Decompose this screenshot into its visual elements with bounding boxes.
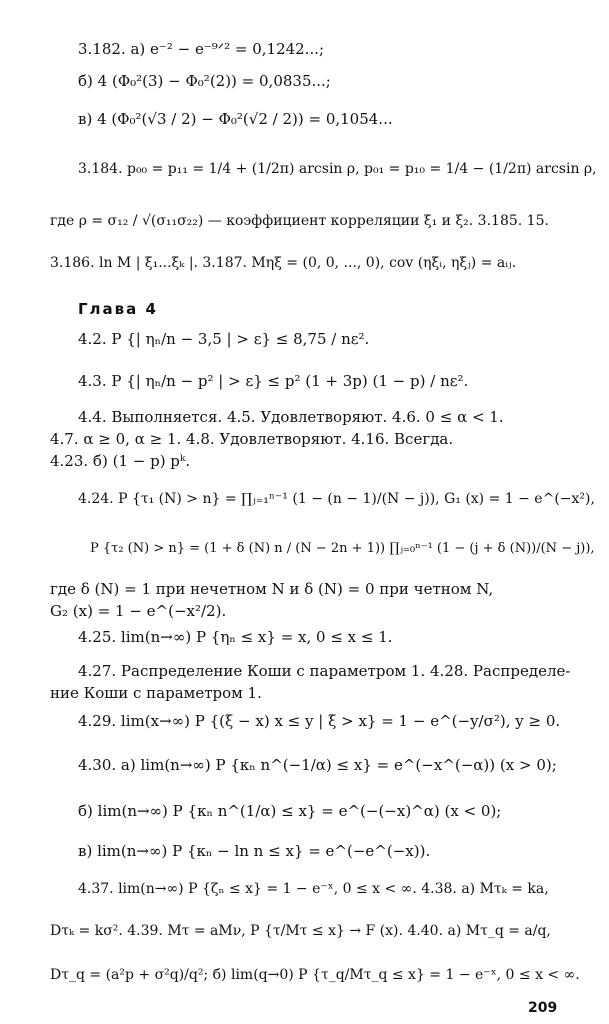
answer-4-37-4-38: 4.37. lim(n→∞) P {ζₙ ≤ x} = 1 − e⁻ˣ, 0 ≤ x < ∞. 4.38. а) Mτₖ = ka, (78, 881, 549, 897)
page-number: 209 (528, 1000, 558, 1016)
answer-4-24-g2: G₂ (x) = 1 − e^(−x²/2). (50, 602, 227, 620)
answer-3-182-b: б) 4 (Φ₀²(3) − Φ₀²(2)) = 0,0835...; (78, 72, 331, 90)
answer-4-23: 4.23. б) (1 − p) pᵏ. (50, 452, 191, 470)
answer-4-39-4-40: Dτₖ = kσ². 4.39. Mτ = aMν, P {τ/Mτ ≤ x} → F (x). 4.40. а) Mτ_q = a/q, (50, 923, 551, 939)
answer-3-186-3-187: 3.186. ln M | ξ₁...ξₖ |. 3.187. Mηξ = (0, 0, ..., 0), cov (ηξᵢ, ηξⱼ) = aᵢⱼ. (50, 255, 517, 271)
answer-4-30-a: 4.30. а) lim(n→∞) P {κₙ n^(−1/α) ≤ x} = e^(−x^(−α)) (x > 0); (78, 756, 557, 774)
answer-4-30-b: б) lim(n→∞) P {κₙ n^(1/α) ≤ x} = e^(−(−x)^α) (x < 0); (78, 802, 502, 820)
answer-3-184: 3.184. p₀₀ = p₁₁ = 1/4 + (1/2π) arcsin ρ, p₀₁ = p₁₀ = 1/4 − (1/2π) arcsin ρ, (78, 161, 597, 177)
answer-4-30-c: в) lim(n→∞) P {κₙ − ln n ≤ x} = e^(−e^(−x)). (78, 842, 431, 860)
answer-4-27-4-28: 4.27. Распределение Коши с параметром 1. 4.28. Распределе- (78, 662, 571, 680)
answer-4-3: 4.3. P {| ηₙ/n − p² | > ε} ≤ p² (1 + 3p) (1 − p) / nε². (78, 372, 469, 390)
answer-4-7-4-16: 4.7. α ≥ 0, α ≥ 1. 4.8. Удовлетворяют. 4.16. Всегда. (50, 430, 454, 448)
answer-4-4-4-6: 4.4. Выполняется. 4.5. Удовлетворяют. 4.6. 0 ≤ α < 1. (78, 408, 504, 426)
answer-4-24-delta: где δ (N) = 1 при нечетном N и δ (N) = 0 при четном N, (50, 580, 494, 598)
answer-4-29: 4.29. lim(x→∞) P {(ξ − x) x ≤ y | ξ > x} = 1 − e^(−y/σ²), y ≥ 0. (78, 712, 561, 730)
answer-4-24: 4.24. P {τ₁ (N) > n} = ∏ⱼ₌₁ⁿ⁻¹ (1 − (n − 1)/(N − j)), G₁ (x) = 1 − e^(−x²), (78, 491, 595, 507)
answer-4-28-continued: ние Коши с параметром 1. (50, 684, 262, 702)
answer-4-40-b: Dτ_q = (a²p + σ²q)/q²; б) lim(q→0) P {τ_q/Mτ_q ≤ x} = 1 − e⁻ˣ, 0 ≤ x < ∞. (50, 967, 580, 983)
answer-3-182-a: 3.182. а) e⁻² − e⁻⁹ᐟ² = 0,1242...; (78, 40, 325, 58)
answer-3-184-continued: где ρ = σ₁₂ / √(σ₁₁σ₂₂) — коэффициент корреляции ξ₁ и ξ₂. 3.185. 15. (50, 213, 549, 229)
answer-4-25: 4.25. lim(n→∞) P {ηₙ ≤ x} = x, 0 ≤ x ≤ 1. (78, 628, 393, 646)
answer-4-2: 4.2. P {| ηₙ/n − 3,5 | > ε} ≤ 8,75 / nε². (78, 330, 370, 348)
answer-3-182-c: в) 4 (Φ₀²(√3 / 2) − Φ₀²(√2 / 2)) = 0,1054... (78, 110, 393, 128)
answer-4-24-tau2: P {τ₂ (N) > n} = (1 + δ (N) n / (N − 2n + 1)) ∏ⱼ₌₀ⁿ⁻¹ (1 − (j + δ (N))/(N − j)), (90, 541, 595, 556)
chapter-heading: Глава 4 (78, 300, 158, 318)
